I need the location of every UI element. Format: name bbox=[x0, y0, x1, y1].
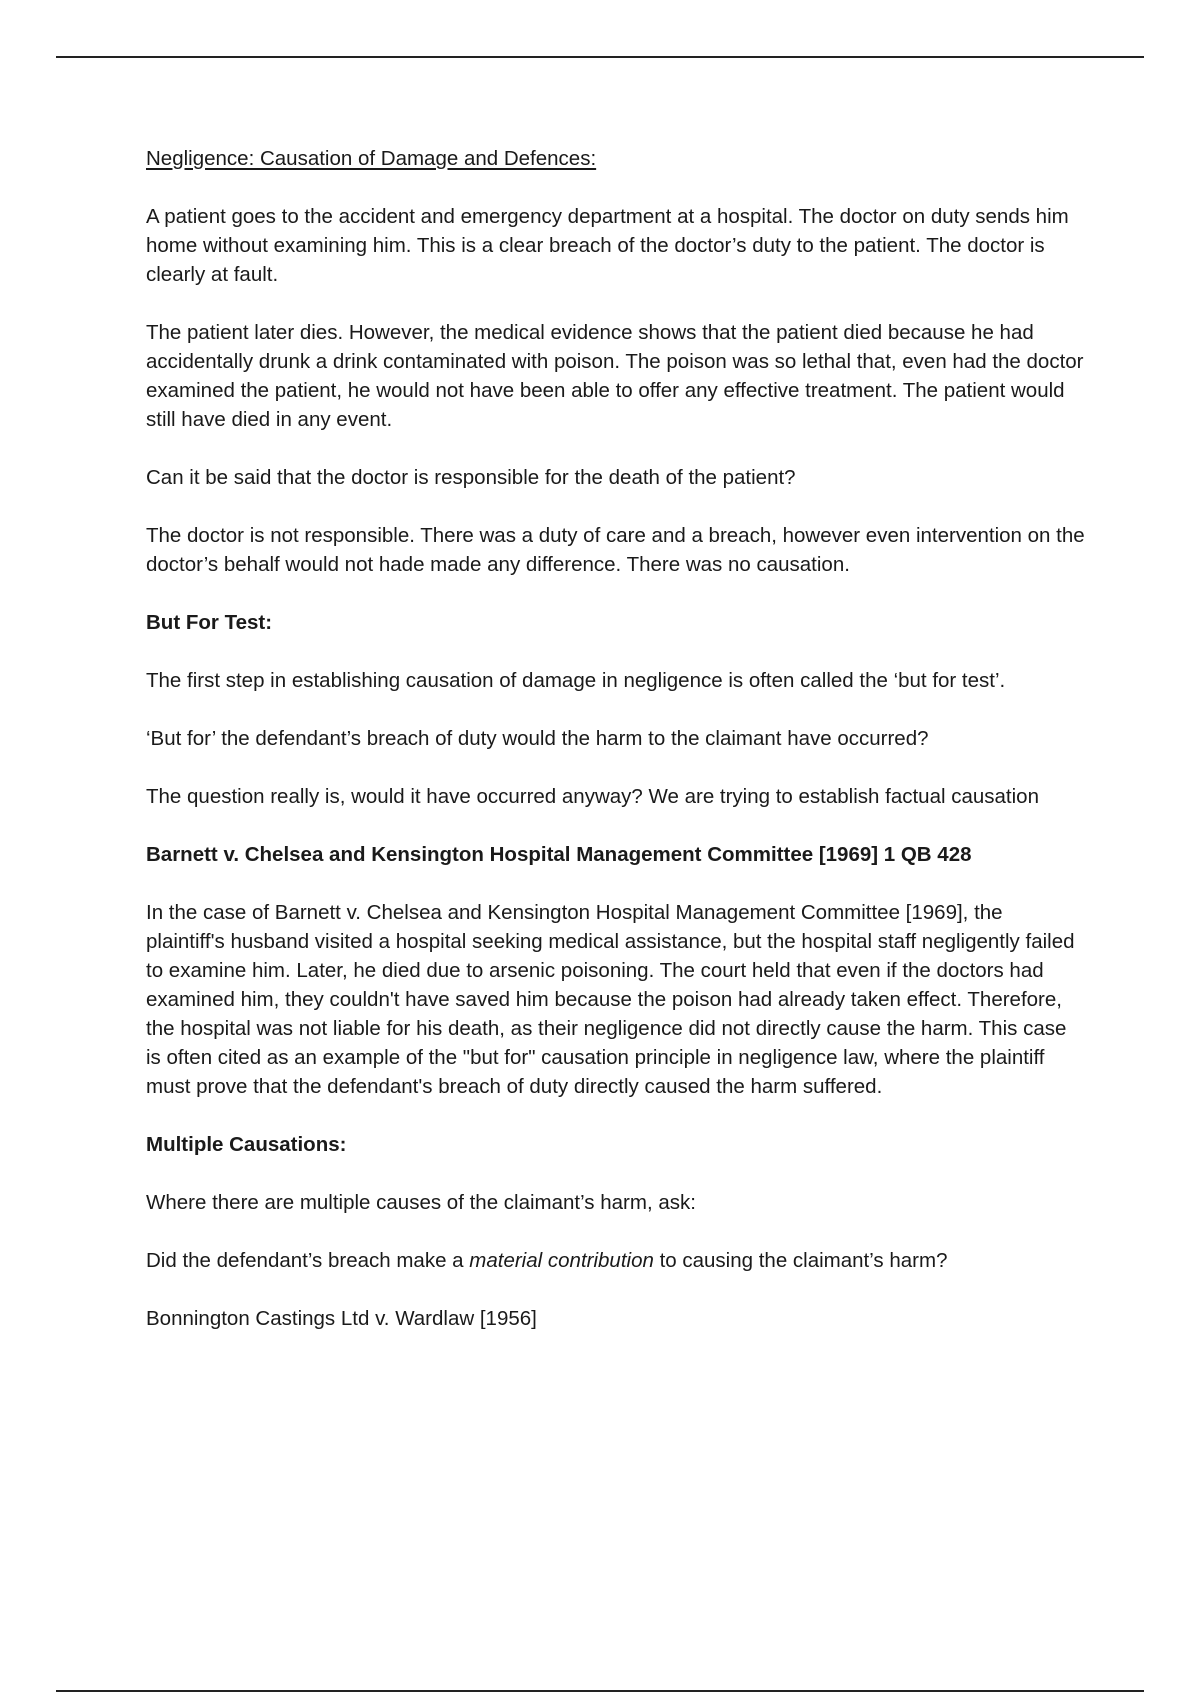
paragraph-barnett-summary: In the case of Barnett v. Chelsea and Kensington Hospital Management Committee [1969], the plaintiff's husband visited a hospital seeking medical assistance, but the hospital staff negligently failed to examine him. Later, he died due to arsenic poisoning. The court held that even if the doctors had examined him, they couldn't have saved him because the poison had already taken effect. Therefore, the hospital was not liable for his death, as their negligence did not directly cause the harm. This case is often cited as an example of the "but for" causation principle in negligence law, where the plaintiff must prove that the defendant's breach of duty directly caused the harm suffered. bbox=[146, 901, 1075, 1098]
document-body bbox=[146, 144, 1086, 1362]
paragraph-first-step: The first step in establishing causation of damage in negligence is often called the ‘but for test’. bbox=[146, 669, 1006, 692]
heading-but-for-test: But For Test: bbox=[146, 611, 273, 634]
paragraph-bonnington-case: Bonnington Castings Ltd v. Wardlaw [1956] bbox=[146, 1307, 537, 1330]
heading-multiple-causations: Multiple Causations: bbox=[146, 1133, 347, 1156]
material-contribution-after: to causing the claimant’s harm? bbox=[653, 1249, 948, 1272]
paragraph-patient-dies: The patient later dies. However, the medical evidence shows that the patient died because he had accidentally drunk a drink contaminated with poison. The poison was so lethal that, even had the doctor examined the patient, he would not have been able to offer any effective treatment. The patient would still have died in any event. bbox=[146, 321, 1084, 431]
paragraph-multiple-causes: Where there are multiple causes of the claimant’s harm, ask: bbox=[146, 1191, 696, 1214]
paragraph-but-for-question: ‘But for’ the defendant’s breach of duty would the harm to the claimant have occurred? bbox=[146, 727, 929, 750]
paragraph-material-contribution bbox=[146, 1246, 1086, 1275]
material-contribution-before: Did the defendant’s breach make a bbox=[146, 1249, 470, 1272]
document-title: Negligence: Causation of Damage and Defences: bbox=[146, 147, 597, 170]
paragraph-question: Can it be said that the doctor is responsible for the death of the patient? bbox=[146, 466, 796, 489]
heading-barnett-case: Barnett v. Chelsea and Kensington Hospital Management Committee [1969] 1 QB 428 bbox=[146, 843, 972, 866]
paragraph-scenario: A patient goes to the accident and emergency department at a hospital. The doctor on duty sends him home without examining him. This is a clear breach of the doctor’s duty to the patient. The doctor is clearly at fault. bbox=[146, 205, 1069, 286]
paragraph-answer: The doctor is not responsible. There was a duty of care and a breach, however even intervention on the doctor’s behalf would not hade made any difference. There was no causation. bbox=[146, 524, 1085, 576]
bottom-rule bbox=[56, 1690, 1144, 1692]
top-rule bbox=[56, 56, 1144, 58]
material-contribution-emphasis: material contribution bbox=[469, 1249, 654, 1272]
paragraph-factual-causation: The question really is, would it have occurred anyway? We are trying to establish factual causation bbox=[146, 785, 1039, 808]
